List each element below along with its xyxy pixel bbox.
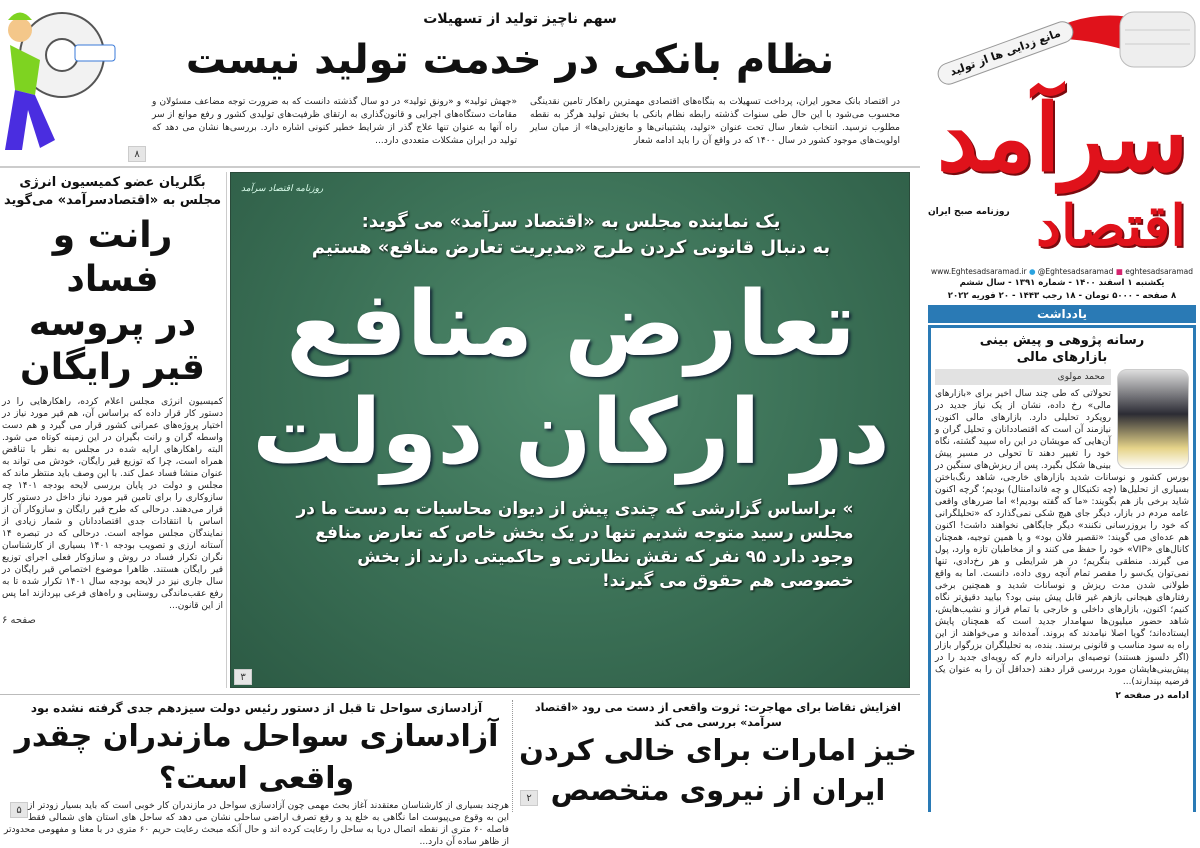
bottom-left-story xyxy=(4,700,509,848)
bottom-middle-headline-row xyxy=(516,770,920,810)
watermark: روزنامه اقتصاد سرآمد xyxy=(241,184,324,194)
bottom-left-headline[interactable]: آزادسازی سواحل مازندران چقدر واقعی است؟ xyxy=(14,719,499,796)
editorial-body: تحولاتی که طی چند سال اخیر برای «بازارهای مالی» رخ داده، نشان از یک نیاز جدید در رویکرد تحلیلی دارد. بازارهای مالی اکنون، نیازمند آن است که اقتصاددانان و تحلیل گران و آن‌هایی که مویشان در این راه سپید گشته، نگاه خود را تغییر دهند تا تحولی در مسیر پیش بینی‌ها شکل بگیرد. پس از ریزش‌های سنگین در بورس کشور و نوسانات شدید بازارهای خارجی، شاهد رنگ‌باختن بسیاری از تحلیل‌ها (چه تکنیکال و چه فاندامنتال) بودیم؛ گرچه اکنون شاید برخی باز هم بگویند: «ما که گفته بودیم!» اما ضررهای واقعی عامه مردم در بازار، دیگر جای هیچ شکی نمی‌گذارد که «تحلیلگرانی که خود را بروزرسانی نکنند» دیگر جایگاهی نخواهند داشت! اکنون هم عده‌ای می گویند: «تقصیر فلان بود» و یا همین توجیه، همچنان کانال‌های «VIP» خود را حفظ می کنند و از مخاطبان تازه وارد، پول می گیرند. منطقی بنگریم؛ در هر شرایطی و هر رخ‌دادی، تنها نمی‌توان یک‌سو را مقصر تمام آنچه روی داده، دانست. اما به واقع طولانی شدن مدت ریزش و نوسانات شدید و همچنین برخی رفتارهای هیجانی بازهم غیر قابل پیش بینی بود؟ بیایید دقیق‌تر نگاه کنیم؛ اکنون، بازارهای داخلی و خارجی با تمام فراز و نشیب‌هایش، شاهد حضور میلیون‌ها سهامدار جدید است که همچنان پایش ایستاده‌اند؛ گویا اصلا نیامدند که بروند. آمده‌اند و می‌خواهند از این راه به سود مناسب و قانونی برسند. بنده، به تحلیلگران بزرگوار بازار (اگر دلسوز هستند) توصیه‌ای برادرانه دارم که رویه‌ای جدید را در پیش‌بینی‌هایشان مورد بررسی قرار دهند (حداقل آن را به عنوان یک فرضیه بپندارند)... xyxy=(935,389,1189,687)
left-story-body: کمیسیون انرژی مجلس اعلام کرده، راهکارهایی را در دستور کار قرار داده که براساس آن، هم قیر مورد نیاز در اختیار پروژه‌های عمرانی کشور قرار می گیرد و هم دست واسطه گران و رانت بگیران در این زمینه کوتاه می شود. البته راهکارهای ارایه شده در مجلس به نظر با تناقض همراه است، چرا که توزیع قیر رایگان، خودش می تواند به عنوان منشا فساد عمل کند. با این وصف باید منتظر ماند که مجلس و دولت در پایان بررسی لایحه بودجه ۱۴۰۱ چه سازوکاری را برای تامین قیر مورد نیاز داخل در دستور کار قرار می‌دهند. درحالی که طرح قیر رایگان و سازوکار آن از اساس با انتقادات جدی اقتصاددانان و شمار زیادی از نمایندگان مجلس مواجه است. درحالی که در تبصره ۱۴ آستانه ارزی و تصویب بودجه ۱۴۰۱ بسیاری از کارشناسان نگران تکرار فساد در روش و سازوکار فعلی اجرای توزیع قیر رایگان هستند. ظاهرا موضوع اختصاص قیر رایگان در سال جاری نیز در لایحه بودجه سال ۱۴۰۱ تکرار شده تا به رفع عقب‌ماندگی روستایی و راه‌های فرعی بپردازند اما پس از این قانون... xyxy=(2,397,224,611)
instagram-handle[interactable]: eghtesadsaramad xyxy=(1125,267,1193,276)
masthead[interactable] xyxy=(920,0,1200,266)
bottom-middle-kicker: افزایش تقاضا برای مهاجرت: ثروت واقعی از دست می رود «اقتصاد سرآمد» بررسی می کند xyxy=(535,701,901,729)
bottom-middle-story xyxy=(516,700,920,810)
top-story-body-col2: «جهش تولید» و «رونق تولید» در دو سال گذشته دانست که به ضرورت توجه مضاعف مسئولان و مقامات دستگاه‌های اجرایی و قانون‌گذاری به ارتقای ظرفیت‌های تولیدی کشور و رفع موانع از سر راه آنها به عنوان تنها علاج گذر از شرایط خطیر کنونی اشاره دارد. بررسی‌ها نشان می دهد که تولید در ایران مشکلات متعددی دارد... xyxy=(152,97,517,146)
left-headline-line: در پروسه xyxy=(28,303,197,344)
page-number-badge: ۸ xyxy=(128,146,146,162)
left-story-headline[interactable] xyxy=(2,214,223,390)
issue-info-1: یکشنبه ۱ اسفند ۱۴۰۰ - شماره ۱۳۹۱ - سال ششم xyxy=(959,278,1165,288)
divider xyxy=(0,694,920,695)
column-divider xyxy=(512,700,513,812)
editorial-title-1[interactable]: رسانه پژوهی و پیش بینی xyxy=(979,333,1145,348)
center-feature-panel[interactable] xyxy=(230,172,910,688)
telegram-handle[interactable]: @Eghtesadsaramad xyxy=(1037,267,1114,276)
editorial-continued[interactable]: ادامه در صفحه ۲ xyxy=(1115,691,1189,701)
page-number-badge: ۲ xyxy=(520,790,538,806)
center-lead: » براساس گزارشی که چندی پیش از دیوان محاسبات به دست ما در مجلس رسید متوجه شدیم تنها در یک بخش خاص که تعارض منافع وجود دارد ۹۵ نفر که نقش نظارتی و حاکمیتی دارند از بخش خصوصی هم حقوق می گیرند! xyxy=(296,499,854,591)
top-story-body-col1: در اقتصاد بانک محور ایران، پرداخت تسهیلات به بنگاه‌های اقتصادی مهمترین راهکار تامین نقدینگی محسوب می‌شود با این حال طی سنوات گذشته رابطه نظام بانکی با بخش تولید هرگز به نقطه مطلوب نرسید. انتخاب شعار سال تحت عنوان «تولید، پشتیبانی‌ها و مانع‌زدایی‌ها» از میان سایر اولویت‌های موجود کشور در سال ۱۴۰۰ که در واقع آن را باید ادامه شعار xyxy=(530,97,900,146)
center-headline-2: در ارکان دولت xyxy=(252,380,890,485)
bottom-left-kicker: آزادسازی سواحل تا قبل از دستور رئیس دولت سیزدهم جدی گرفته نشده بود xyxy=(30,701,483,715)
logo-eghtesad: اقتصاد xyxy=(1036,193,1186,259)
issue-info-2: ۸ صفحه - ۵۰۰۰ تومان - ۱۸ رجب ۱۴۴۳ - ۲۰ فوریه ۲۰۲۲ xyxy=(947,291,1177,301)
editorial-box xyxy=(928,325,1196,812)
author-photo xyxy=(1117,369,1189,469)
contact-line xyxy=(928,266,1196,277)
left-story-page-ref[interactable]: صفحه ۶ xyxy=(2,615,36,626)
divider xyxy=(0,166,920,168)
author-bar: محمد مولوی xyxy=(935,369,1111,385)
center-headline-1: تعارض منافع xyxy=(286,272,856,377)
left-story xyxy=(2,174,223,690)
page-number-badge: ۵ xyxy=(10,802,28,818)
editorial-section-bar: یادداشت xyxy=(928,305,1196,323)
page-number-badge: ۳ xyxy=(234,669,252,685)
left-headline-line: رانت و فساد xyxy=(52,215,173,300)
right-column xyxy=(928,266,1196,812)
bottom-middle-headline-1[interactable]: خیز امارات برای خالی کردن xyxy=(519,733,917,767)
bottom-left-body: هرچند بسیاری از کارشناسان معتقدند آغاز بحث مهمی چون آزادسازی سواحل در مازندران کار خوبی است که باید بسیار زودتر از این به وقوع می‌پیوست اما نگاهی به خلع ید و رفع تصرف اراضی ساحلی نشان می دهد که ساحل های استان های شمالی فقط فاصله ۶۰ متری از نقطه اتصال دریا به ساحل را رعایت کرده اند و حال آنکه مبحث رعایت حریم ۶۰ متری در با معنا و مفهومی محدودتر از ظاهر ساده آن دارد... xyxy=(4,801,509,847)
left-headline-line: قیر رایگان xyxy=(20,347,205,388)
telegram-icon: ● xyxy=(1028,267,1036,276)
bottom-middle-headline-2[interactable]: ایران از نیروی متخصص xyxy=(550,773,886,807)
website-link[interactable]: www.Eghtesadsaramad.ir xyxy=(931,267,1027,276)
cartoon-illustration xyxy=(0,0,120,160)
column-divider xyxy=(226,172,227,688)
top-story-kicker: سهم ناچیز تولید از تسهیلات xyxy=(423,11,617,27)
center-feature-content xyxy=(231,209,910,593)
left-story-kicker: بگلریان عضو کمیسیون انرژی مجلس به «اقتصادسرآمد» می‌گوید xyxy=(3,175,222,208)
slogan-pill: مانع زدایی ها از تولید xyxy=(935,18,1077,88)
tagline: روزنامه صبح ایران xyxy=(928,207,1010,217)
instagram-icon: ■ xyxy=(1115,267,1123,276)
editorial-title-2[interactable]: بازارهای مالی xyxy=(1016,350,1108,365)
center-subhead-1: یک نماینده مجلس به «اقتصاد سرآمد» می گوید: xyxy=(361,211,781,232)
logo-saramad: سرآمد xyxy=(937,84,1188,192)
bottom-left-body-wrap xyxy=(4,800,509,848)
center-subhead-2: به دنبال قانونی کردن طرح «مدیریت تعارض منافع» هستیم xyxy=(311,237,831,258)
top-story-headline[interactable]: نظام بانکی در خدمت تولید نیست xyxy=(185,37,835,83)
